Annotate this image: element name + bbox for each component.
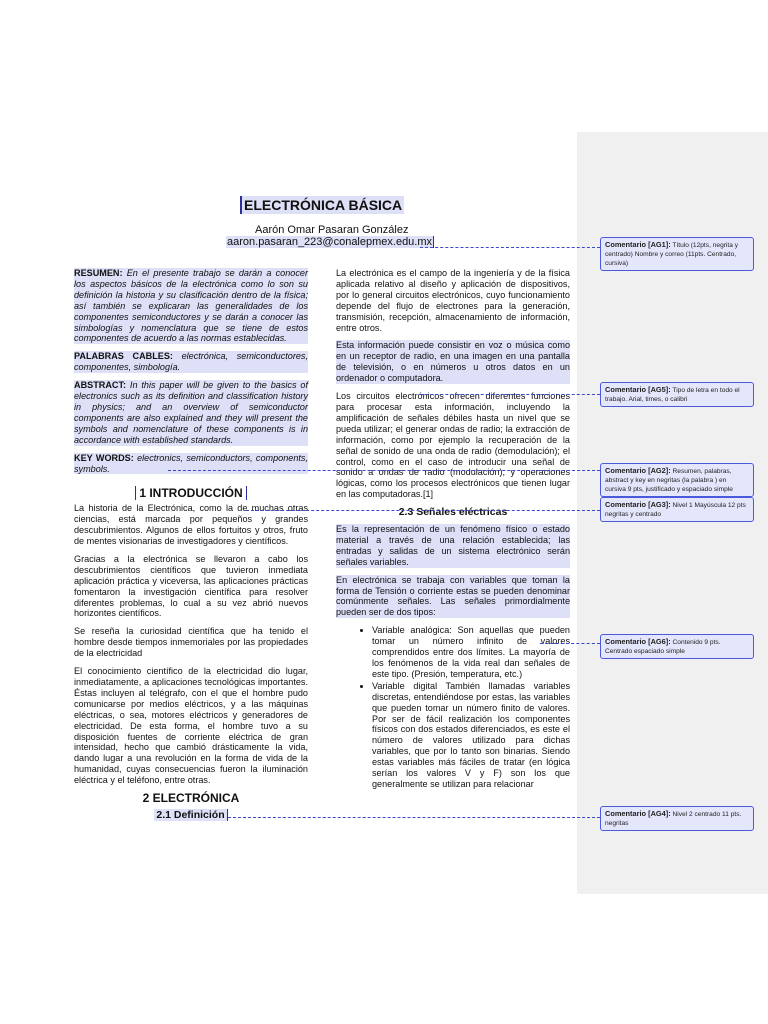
comment-text: Nivel 1 Mayúscula 12 pts negritas y centrado: [605, 502, 746, 518]
comment-label: Comentario [AG4]:: [605, 809, 671, 818]
comment-leader-ag3: [246, 510, 600, 511]
right-paragraph-1[interactable]: La electrónica es el campo de la ingeniería y de la física aplicada relativo al diseño y aplicación de dispositivos, por lo general circuitos electrónicos, cuyo funcionamiento depende del flujo de electrones para la generación, transmisión, recepción, almacenamiento de información, entre otros.: [336, 268, 570, 333]
palabras-label: PALABRAS CABLES:: [74, 351, 173, 362]
comment-label: Comentario [AG1]:: [605, 240, 671, 249]
document-author[interactable]: Aarón Omar Pasaran González: [255, 224, 409, 236]
comment-leader-ag6: [540, 643, 600, 644]
comment-leader-ag4: [228, 817, 600, 818]
right-paragraph-2[interactable]: Esta información puede consistir en voz o música como en un receptor de radio, en una imagen en una pantalla de televisión, o en números u otros datos en un ordenador o computadora.: [336, 340, 570, 384]
comment-label: Comentario [AG5]:: [605, 385, 671, 394]
heading-introduccion[interactable]: 1 INTRODUCCIÓN: [74, 488, 308, 499]
comment-leader-ag1: [420, 247, 600, 248]
intro-paragraph-2[interactable]: Gracias a la electrónica se llevaron a cabo los descubrimientos científicos que tuvieron inmediata aplicación práctica y viceversa, las aplicaciones prácticas fomentaron la investigación científica para resolver diferentes problemas, lo cual a su vez abrió nuevos horizontes científicos.: [74, 553, 308, 619]
comment-ag1[interactable]: [600, 237, 754, 271]
resumen-label: RESUMEN:: [74, 268, 123, 278]
comment-text: Tipo de letra en todo el trabajo. Arial, times, o calibri: [605, 387, 740, 403]
document-email[interactable]: aaron.pasaran_223@conalepmex.edu.mx: [227, 236, 433, 248]
heading-electronica[interactable]: 2 ELECTRÓNICA: [142, 791, 240, 806]
abstract-label: ABSTRACT:: [74, 380, 127, 391]
intro-paragraph-3[interactable]: Se reseña la curiosidad científica que ha tenido el hombre desde tiempos inmemoriales por las propiedades de la electricidad: [74, 626, 308, 659]
right-paragraph-3[interactable]: Los circuitos electrónicos ofrecen diferentes funciones para procesar esta información, incluyendo la amplificación de señales débiles hasta un nivel que se pueda utilizar; el generar ondas de radio; la extracción de información, como por ejemplo la recuperación de la señal de sonido de una onda de radio (demodulación); el control, como en el caso de introducir una señal de sonido a ondas de radio (modulación), y operaciones lógicas, como los procesos electrónicos que tienen lugar en las computadoras.[1]: [336, 391, 570, 500]
right-column: [336, 268, 570, 791]
comment-ag6[interactable]: [600, 634, 754, 659]
heading-senales[interactable]: 2.3 Señales eléctricas: [398, 506, 508, 519]
comment-ag2[interactable]: [600, 463, 754, 497]
left-column: [74, 268, 308, 827]
right-paragraph-4[interactable]: Es la representación de un fenómeno físico o estado material a través de una relación establecida; las entradas y salidas de un sistema electrónico serán señales variables.: [336, 524, 570, 567]
comment-ag3[interactable]: [600, 497, 754, 522]
comment-label: Comentario [AG2]:: [605, 466, 671, 475]
keywords-paragraph[interactable]: [74, 453, 308, 475]
comment-leader-ag2: [168, 470, 600, 471]
list-item[interactable]: • Variable digital También llamadas variables discretas, entendiéndose por estas, las variables que pueden tomar un número finito de valores. Por ser de fácil realización los componentes físicos con dos estados diferenciados, es este el número de valores utilizado para dichas variables, que por lo tanto son binarias. Siendo estas variables más fáciles de tratar (en lógica serían los valores V y F) son los que generalmente se utilizan para relacionar: [372, 681, 570, 790]
intro-paragraph-1[interactable]: La historia de la Electrónica, como la de muchas otras ciencias, está marcada por pequeños y grandes descubrimientos. Algunos de ellos fortuitos y otros, fruto de mentes visionarias de investigadores y científicos.: [74, 503, 308, 547]
signal-types-list: [336, 625, 570, 790]
document-title[interactable]: ELECTRÓNICA BÁSICA: [240, 196, 404, 214]
resumen-paragraph[interactable]: [74, 268, 308, 344]
abstract-paragraph[interactable]: [74, 380, 308, 445]
right-paragraph-5[interactable]: En electrónica se trabaja con variables que toman la forma de Tensión o corriente estas se pueden denominar comúnmente señales. Las señales primordialmente pueden ser de dos tipos:: [336, 574, 570, 618]
comment-text: Nivel 2 centrado 11 pts. negritas: [605, 811, 742, 827]
comment-text: Resumen, palabras, abstract y key en negritas (la palabra ) en cursiva 9 pts, justificado y espaciado simple: [605, 468, 733, 493]
list-item[interactable]: • Variable analógica: Son aquellas que pueden tomar un número infinito de valores comprendidos entre dos límites. La mayoría de los fenómenos de la vida real dan señales de este tipo. (Presión, temperatura, etc.): [372, 625, 570, 680]
palabras-paragraph[interactable]: [74, 351, 308, 373]
comment-leader-ag5: [420, 394, 600, 395]
resumen-text: En el presente trabajo se darán a conocer los aspectos básicos de la electrónica como lo son su definición la historia y su clasificación dentro de la física; así también se explicaran las generalidades de los componentes semiconductores y se darán a conocer las simbologías y nomenclatura que se tiene de estos componentes de acuerdo a las normas establecidas.: [74, 268, 308, 344]
abstract-text: In this paper will be given to the basics of electronics such as its definition and classification history in physics; and an overview of semiconductor components are also explained and they will present the symbols and nomenclature of these components is in accordance with established standards.: [74, 380, 308, 445]
keywords-label: KEY WORDS:: [74, 452, 134, 463]
comment-ag4[interactable]: [600, 806, 754, 831]
palabras-text: electrónica, semiconductores, componentes, simbología.: [74, 351, 308, 373]
heading-definicion[interactable]: 2.1 Definición: [74, 810, 308, 821]
comment-label: Comentario [AG3]:: [605, 500, 671, 509]
intro-paragraph-4[interactable]: El conocimiento científico de la electricidad dio lugar, inmediatamente, a aplicaciones tecnológicas importantes. Éstas incluyen al telégrafo, con el que el hombre pudo comunicarse por medios eléctricos, y a las máquinas eléctricas, o sea, motores eléctricos y generadores de electricidad. De esta forma, el hombre tuvo a su disposición fuentes de corriente eléctrica de gran intensidad, hecho que cambió drásticamente la vida, dando lugar a una revolución en la forma de vida de la humanidad, cuyas consecuencias fueron la iluminación eléctrica y el teléfono, entre otras.: [74, 666, 308, 786]
comment-text: Contenido 9 pts. Centrado espaciado simple: [605, 639, 721, 655]
comment-ag5[interactable]: [600, 382, 754, 407]
keywords-text: electronics, semiconductors, components, symbols.: [74, 452, 308, 474]
comment-label: Comentario [AG6]:: [605, 637, 671, 646]
comment-text: Título (12pts, negrita y centrado) Nombre y correo (11pts. Centrado, cursiva): [605, 242, 739, 267]
